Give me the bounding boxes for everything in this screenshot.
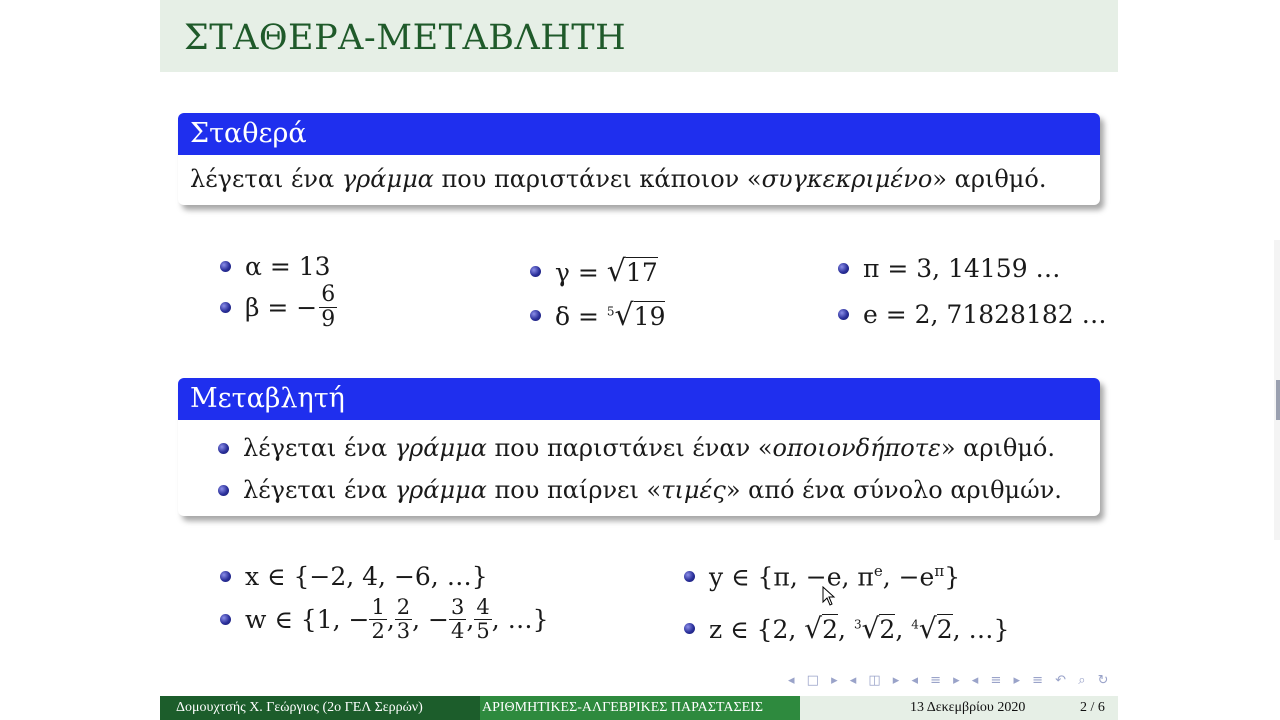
- footer: [160, 696, 1118, 720]
- bullet-icon: [220, 614, 231, 625]
- page-number: 2 / 6: [1080, 700, 1105, 715]
- footer-subject: ΑΡΙΘΜΗΤΙΚΕΣ-ΑΛΓΕΒΡΙΚΕΣ ΠΑΡΑΣΤΑΣΕΙΣ: [480, 696, 800, 720]
- bullet-icon: [530, 266, 541, 277]
- bullet-icon: [218, 485, 229, 496]
- list-item: λέγεται ένα γράμμα που παίρνει «τιμές» από ένα σύνολο αριθμών.: [218, 474, 1088, 506]
- bullet-icon: [220, 571, 231, 582]
- mouse-cursor-icon: [822, 586, 836, 606]
- list-item: π = 3, 14159 …: [838, 254, 1061, 283]
- bullet-icon: [838, 309, 849, 320]
- footer-date: 13 Δεκεμβρίου 2020: [910, 700, 1026, 715]
- slide-title: ΣΤΑΘΕΡΑ-ΜΕΤΑΒΛΗΤΗ: [184, 18, 627, 58]
- list-item: z ∈ {2, √2, $^3$√2, $^4$√2, …}: [684, 612, 1009, 645]
- definition-block-variable: [178, 378, 1100, 516]
- bullet-icon: [530, 310, 541, 321]
- list-item: δ = $^5$√19: [530, 298, 665, 333]
- footer-info: [800, 696, 1118, 720]
- slide: [160, 0, 1118, 720]
- definition-block-constant: [178, 113, 1100, 205]
- list-item: β = − $\frac{6}{9}$: [220, 283, 337, 332]
- footer-author: Δομουχτσής Χ. Γεώργιος (2ο ΓΕΛ Σερρών): [160, 696, 480, 720]
- bullet-icon: [838, 263, 849, 274]
- list-item: γ = √17: [530, 254, 658, 289]
- list-item: x ∈ {−2, 4, −6, …}: [220, 562, 488, 591]
- block-heading: Μεταβλητή: [178, 378, 1100, 420]
- block-body: [178, 155, 1100, 203]
- beamer-navigation-icons[interactable]: ◂ □ ▸ ◂ ◫ ▸ ◂ ≡ ▸ ◂ ≡ ▸ ≡ ↶ ⌕ ↻: [788, 673, 1113, 688]
- window-edge: [1274, 240, 1280, 540]
- list-item: λέγεται ένα γράμμα που παριστάνει έναν «οποιονδήποτε» αριθμό.: [218, 432, 1088, 464]
- bullet-icon: [684, 623, 695, 634]
- list-item: w ∈ {1, − $\frac{1}{2}$ , 2 3 , − $\frac{3}{4}$ , 4 5 , …}: [220, 596, 549, 643]
- list-item: α = 13: [220, 252, 331, 281]
- bullet-icon: [684, 571, 695, 582]
- list-item: y ∈ {π, −e, $\pi^e$, $-e^\pi$}: [684, 562, 960, 591]
- list-item: e = 2, 71828182 …: [838, 300, 1107, 329]
- block-heading: Σταθερά: [178, 113, 1100, 155]
- definition-text: λέγεται ένα γράμμα που παριστάνει κάποιον «συγκεκριμένο» αριθμό.: [190, 165, 1047, 193]
- bullet-icon: [220, 261, 231, 272]
- frame-title-bar: [160, 0, 1118, 72]
- bullet-icon: [220, 302, 231, 313]
- block-body: [178, 420, 1100, 518]
- bullet-icon: [218, 443, 229, 454]
